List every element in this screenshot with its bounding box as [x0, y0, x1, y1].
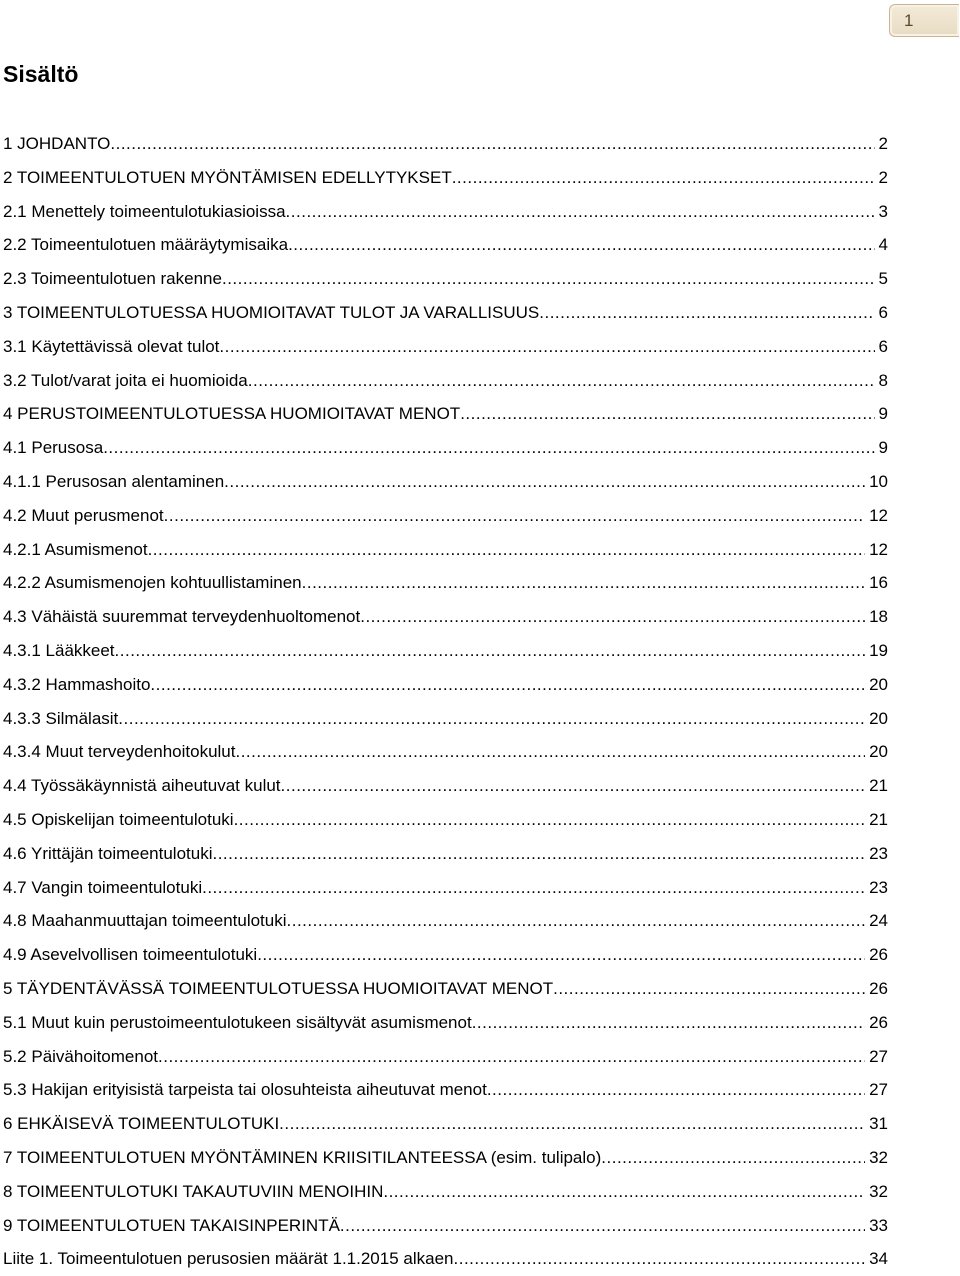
toc-entry-page-number: 20: [869, 742, 888, 762]
toc-entry-page-number: 26: [869, 945, 888, 965]
toc-entry[interactable]: [3, 702, 888, 736]
dot-leader: [288, 228, 874, 262]
toc-entry-page-number: 6: [878, 302, 888, 322]
toc-entry-label: 5.2 Päivähoitomenot: [3, 1046, 158, 1066]
toc-entry[interactable]: [3, 938, 888, 972]
dot-leader: [286, 195, 875, 229]
dot-leader: [257, 938, 865, 972]
toc-entry-label: 3.1 Käytettävissä olevat tulot: [3, 336, 220, 356]
toc-entry[interactable]: [3, 1040, 888, 1074]
toc-entry[interactable]: [3, 1141, 888, 1175]
toc-entry[interactable]: [3, 1107, 888, 1141]
page-number-badge: 1: [889, 4, 959, 37]
toc-entry-label: 4.7 Vangin toimeentulotuki: [3, 877, 203, 897]
toc-entry-page-number: 27: [869, 1046, 888, 1066]
toc-entry-label: 4.2.2 Asumismenojen kohtuullistaminen: [3, 573, 302, 593]
toc-entry[interactable]: [3, 803, 888, 837]
toc-entry-page-number: 9: [878, 404, 888, 424]
toc-entry[interactable]: [3, 668, 888, 702]
dot-leader: [553, 972, 865, 1006]
toc-entry[interactable]: [3, 262, 888, 296]
dot-leader: [281, 769, 866, 803]
toc-entry-label: 7 TOIMEENTULOTUEN MYÖNTÄMINEN KRIISITILANTEESSA (esim. tulipalo): [3, 1147, 602, 1167]
toc-entry-page-number: 12: [869, 539, 888, 559]
toc-entry[interactable]: [3, 634, 888, 668]
toc-entry-page-number: 20: [869, 674, 888, 694]
dot-leader: [212, 837, 865, 871]
toc-entry[interactable]: [3, 161, 888, 195]
dot-leader: [150, 668, 865, 702]
toc-entry-label: 8 TOIMEENTULOTUKI TAKAUTUVIIN MENOIHIN: [3, 1181, 384, 1201]
toc-entry[interactable]: [3, 533, 888, 567]
dot-leader: [302, 566, 865, 600]
dot-leader: [118, 702, 865, 736]
toc-entry-label: 4.5 Opiskelijan toimeentulotuki: [3, 809, 234, 829]
toc-entry-page-number: 5: [878, 269, 888, 289]
toc-entry-label: 4.1.1 Perusosan alentaminen: [3, 471, 225, 491]
dot-leader: [601, 1141, 865, 1175]
toc-entry-label: 2.1 Menettely toimeentulotukiasioissa: [3, 201, 286, 221]
toc-entry[interactable]: [3, 837, 888, 871]
toc-entry-page-number: 24: [869, 911, 888, 931]
toc-entry-page-number: 27: [869, 1080, 888, 1100]
dot-leader: [234, 803, 866, 837]
toc-entry-page-number: 18: [869, 607, 888, 627]
dot-leader: [487, 1073, 865, 1107]
toc-entry-page-number: 16: [869, 573, 888, 593]
toc-entry-page-number: 10: [869, 471, 888, 491]
toc-entry-label: 9 TOIMEENTULOTUEN TAKAISINPERINTÄ: [3, 1215, 340, 1235]
toc-entry-page-number: 26: [869, 1012, 888, 1032]
toc-entry[interactable]: [3, 566, 888, 600]
toc-entry-page-number: 31: [869, 1114, 888, 1134]
toc-entry[interactable]: [3, 364, 888, 398]
toc-entry-page-number: 26: [869, 978, 888, 998]
dot-leader: [383, 1175, 865, 1209]
toc-entry-label: Liite 1. Toimeentulotuen perusosien määrät 1.1.2015 alkaen: [3, 1249, 454, 1269]
toc-entry-page-number: 21: [869, 809, 888, 829]
toc-entry-label: 4.3.2 Hammashoito: [3, 674, 151, 694]
table-of-contents: [3, 127, 888, 1276]
toc-entry-page-number: 20: [869, 708, 888, 728]
toc-entry-page-number: 2: [878, 167, 888, 187]
toc-entry-page-number: 4: [878, 235, 888, 255]
dot-leader: [472, 1006, 865, 1040]
toc-entry-label: 4.3.3 Silmälasit: [3, 708, 119, 728]
dot-leader: [279, 1107, 865, 1141]
toc-entry[interactable]: [3, 127, 888, 161]
toc-entry-label: 5.3 Hakijan erityisistä tarpeista tai olosuhteista aiheutuvat menot: [3, 1080, 487, 1100]
toc-entry-page-number: 34: [869, 1249, 888, 1269]
toc-entry-label: 4.9 Asevelvollisen toimeentulotuki: [3, 945, 258, 965]
toc-entry-label: 4.3 Vähäistä suuremmat terveydenhuoltomenot: [3, 607, 361, 627]
toc-entry-label: 5 TÄYDENTÄVÄSSÄ TOIMEENTULOTUESSA HUOMIOITAVAT MENOT: [3, 978, 554, 998]
toc-entry-page-number: 2: [878, 134, 888, 153]
dot-leader: [164, 499, 865, 533]
toc-entry-page-number: 32: [869, 1147, 888, 1167]
toc-entry-label: 3.2 Tulot/varat joita ei huomioida: [3, 370, 248, 390]
toc-entry[interactable]: [3, 871, 888, 905]
toc-entry-page-number: 3: [878, 201, 888, 221]
toc-entry[interactable]: [3, 735, 888, 769]
toc-entry-label: 4.1 Perusosa: [3, 438, 104, 458]
toc-entry-label: 4.2 Muut perusmenot: [3, 505, 164, 525]
dot-leader: [115, 634, 866, 668]
dot-leader: [235, 735, 865, 769]
toc-entry-label: 4.6 Yrittäjän toimeentulotuki: [3, 843, 213, 863]
dot-leader: [219, 330, 874, 364]
dot-leader: [110, 127, 874, 161]
dot-leader: [360, 600, 865, 634]
toc-entry[interactable]: [3, 1006, 888, 1040]
toc-entry-label: 5.1 Muut kuin perustoimeentulotukeen sisältyvät asumismenot: [3, 1012, 472, 1032]
toc-entry-label: 4.4 Työssäkäynnistä aiheutuvat kulut: [3, 776, 281, 796]
toc-entry-label: 2.2 Toimeentulotuen määräytymisaika: [3, 235, 289, 255]
dot-leader: [248, 364, 875, 398]
toc-entry[interactable]: [3, 465, 888, 499]
toc-entry-page-number: 12: [869, 505, 888, 525]
toc-entry[interactable]: [3, 600, 888, 634]
toc-entry-label: 4.8 Maahanmuuttajan toimeentulotuki: [3, 911, 287, 931]
dot-leader: [539, 296, 874, 330]
toc-entry-label: 4 PERUSTOIMEENTULOTUESSA HUOMIOITAVAT MENOT: [3, 404, 461, 424]
dot-leader: [460, 397, 874, 431]
dot-leader: [452, 161, 875, 195]
toc-entry-page-number: 32: [869, 1181, 888, 1201]
toc-entry-page-number: 19: [869, 640, 888, 660]
toc-entry[interactable]: [3, 431, 888, 465]
dot-leader: [340, 1209, 865, 1243]
toc-entry[interactable]: [3, 1209, 888, 1243]
toc-entry-page-number: 33: [869, 1215, 888, 1235]
toc-entry[interactable]: [3, 1073, 888, 1107]
toc-entry-label: 4.2.1 Asumismenot: [3, 539, 148, 559]
dot-leader: [103, 431, 874, 465]
toc-entry-page-number: 23: [869, 843, 888, 863]
toc-entry[interactable]: [3, 195, 888, 229]
toc-entry-page-number: 8: [878, 370, 888, 390]
toc-entry-page-number: 9: [878, 438, 888, 458]
page-title: Sisältö: [3, 61, 79, 87]
toc-entry[interactable]: [3, 296, 888, 330]
toc-entry[interactable]: [3, 769, 888, 803]
toc-entry[interactable]: [3, 972, 888, 1006]
dot-leader: [148, 533, 866, 567]
toc-entry[interactable]: [3, 228, 888, 262]
toc-entry[interactable]: [3, 499, 888, 533]
toc-entry[interactable]: [3, 397, 888, 431]
toc-entry-label: 4.3.1 Lääkkeet: [3, 640, 115, 660]
dot-leader: [158, 1040, 865, 1074]
dot-leader: [202, 871, 865, 905]
toc-entry-page-number: 21: [869, 776, 888, 796]
dot-leader: [222, 262, 875, 296]
toc-entry-page-number: 23: [869, 877, 888, 897]
toc-entry-label: 2.3 Toimeentulotuen rakenne: [3, 269, 222, 289]
toc-entry-page-number: 6: [878, 336, 888, 356]
toc-entry[interactable]: [3, 904, 888, 938]
toc-entry[interactable]: [3, 1175, 888, 1209]
toc-entry-label: 2 TOIMEENTULOTUEN MYÖNTÄMISEN EDELLYTYKSET: [3, 167, 452, 187]
dot-leader: [287, 904, 866, 938]
toc-entry-label: 1 JOHDANTO: [3, 134, 111, 153]
toc-entry-label: 3 TOIMEENTULOTUESSA HUOMIOITAVAT TULOT JA VARALLISUUS: [3, 302, 540, 322]
toc-entry-label: 6 EHKÄISEVÄ TOIMEENTULOTUKI: [3, 1114, 280, 1134]
dot-leader: [224, 465, 865, 499]
toc-entry-label: 4.3.4 Muut terveydenhoitokulut: [3, 742, 236, 762]
toc-entry[interactable]: [3, 330, 888, 364]
